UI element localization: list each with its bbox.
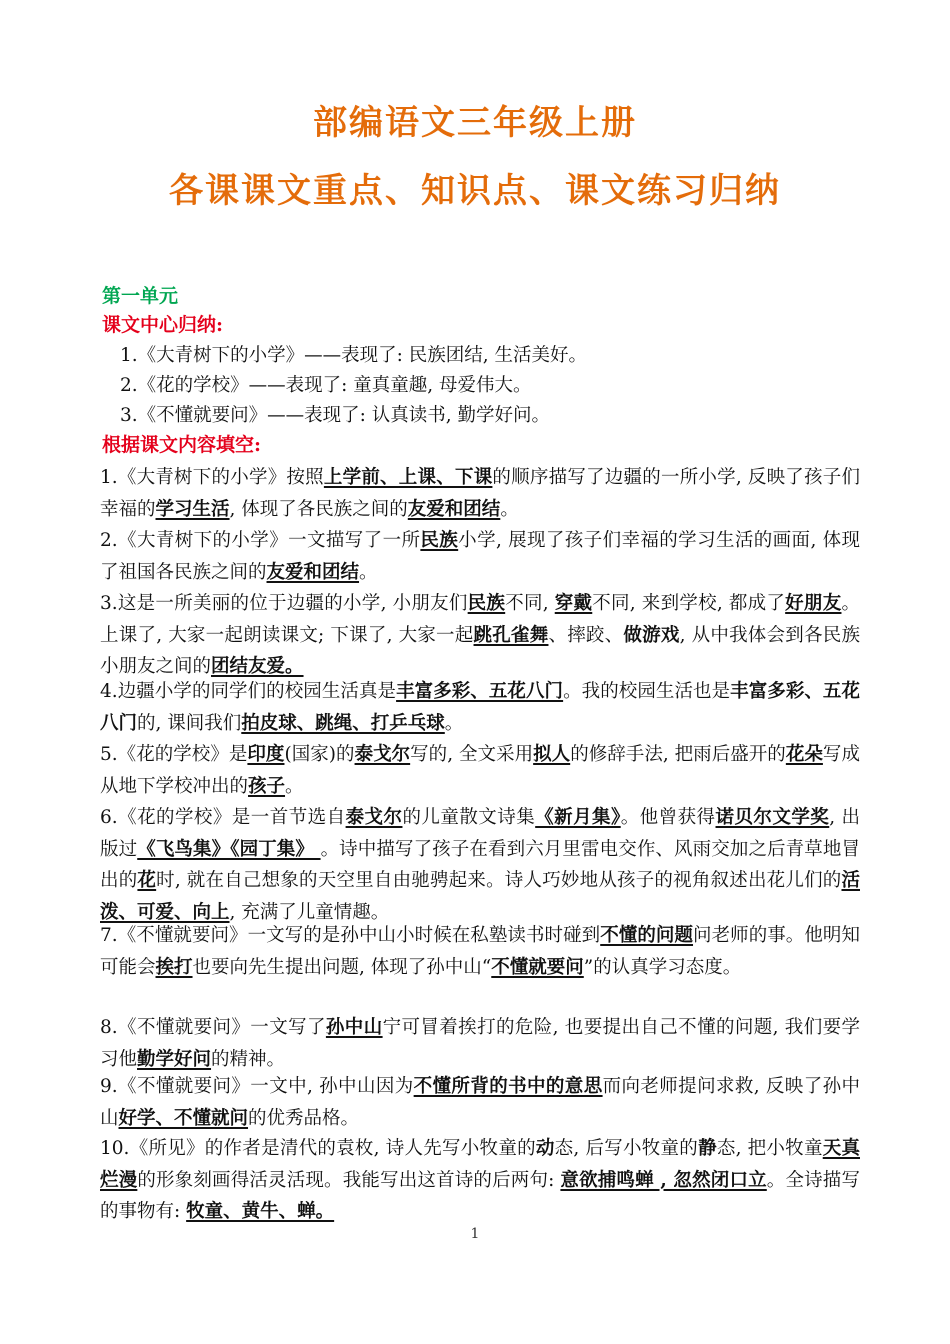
body-text: 。全诗描写的事物有:: [100, 1169, 860, 1222]
answer-text: 不懂的问题: [600, 925, 694, 946]
body-text: 态, 后写小牧童的: [554, 1138, 699, 1159]
body-text: 写成从地下学校冲出的: [100, 744, 860, 797]
fill-paragraph: [100, 462, 860, 525]
body-text: 的修辞手法, 把雨后盛开的: [570, 744, 786, 765]
body-text: 的优秀品格。: [248, 1107, 360, 1129]
fill-heading: 根据课文内容填空:: [102, 434, 262, 456]
answer-text: 穿戴: [554, 593, 593, 614]
answer-text: 跳孔雀舞: [473, 624, 549, 646]
fill-paragraph: [100, 920, 860, 983]
fill-paragraph: [100, 525, 860, 588]
body-text: 写的, 全文采用: [410, 744, 534, 765]
body-text: 2.《大青树下的小学》一文描写了一所: [100, 530, 421, 551]
body-text: 不同,: [505, 593, 555, 614]
answer-text: 诺贝尔文学奖: [715, 807, 830, 828]
body-text: 。他曾获得: [620, 807, 716, 828]
body-text: 态, 把小牧童: [716, 1138, 823, 1159]
answer-text: 上学前、上课、下课: [323, 467, 493, 488]
answer-text: 牧童、黄牛、蝉。: [186, 1201, 335, 1222]
body-text: 。上课了, 大家一起朗读课文; 下课了, 大家一起: [100, 593, 860, 646]
body-text: ”的认真学习态度。: [583, 956, 742, 978]
bold-text: 丰富多彩、五花八门: [100, 681, 860, 734]
answer-text: 学习生活: [155, 498, 230, 520]
center-item: 1.《大青树下的小学》——表现了: 民族团结, 生活美好。: [120, 345, 588, 366]
answer-text: 好学、不懂就问: [118, 1107, 249, 1129]
body-text: 而向老师提问求救, 反映了孙中山: [100, 1076, 860, 1129]
answer-text: 好朋友: [785, 593, 842, 614]
body-text: 不同, 来到学校, 都成了: [592, 593, 786, 614]
body-text: , 充满了儿童情趣。: [229, 901, 390, 923]
answer-text: 拟人: [533, 744, 571, 765]
body-text: 问老师的事。他明知可能会: [100, 925, 860, 978]
body-text: , 出版过: [100, 807, 860, 860]
answer-text: 不懂所背的书中的意思: [413, 1076, 603, 1097]
answer-text: 勤学好问: [137, 1048, 212, 1070]
body-text: 。: [444, 712, 464, 734]
answer-text: 印度: [247, 744, 285, 765]
body-text: 、摔跤、: [548, 624, 624, 646]
fill-paragraph: [100, 802, 860, 928]
answer-text: 《新月集》: [535, 807, 621, 828]
doc-subtitle: 各课课文重点、知识点、课文练习归纳: [169, 171, 781, 211]
body-text: (国家)的: [284, 744, 355, 765]
bold-text: 动: [535, 1138, 555, 1159]
body-text: , 从中我体会到各民族小朋友之间的: [100, 624, 860, 677]
body-text: 6.《花的学校》是一首节选自: [100, 807, 346, 828]
answer-text: 友爱和团结: [266, 561, 360, 583]
body-text: 。我的校园生活也是: [563, 681, 731, 702]
unit-heading: 第一单元: [102, 285, 179, 307]
body-text: 时, 就在自己想象的天空里自由驰骋起来。诗人巧妙地从孩子的视角叙述出花儿们的: [156, 870, 842, 891]
body-text: 宁可冒着挨打的危险, 也要提出自己不懂的问题, 我们要学习他: [100, 1017, 860, 1070]
body-text: 。: [359, 561, 378, 583]
answer-text: 天真烂漫: [100, 1138, 860, 1191]
body-text: 。诗中描写了孩子在看到六月里雷电交作、风雨交加之后青草地冒出的: [100, 838, 860, 891]
body-text: 的儿童散文诗集: [402, 807, 536, 828]
body-text: 的顺序描写了边疆的一所小学, 反映了孩子们幸福的: [100, 467, 860, 520]
body-text: 小学, 展现了孩子们幸福的学习生活的画面, 体现了祖国各民族之间的: [100, 530, 860, 583]
answer-text: 《飞鸟集》《园丁集》: [137, 838, 321, 860]
body-text: 。: [285, 775, 304, 797]
center-heading: 课文中心归纳:: [102, 314, 224, 336]
answer-text: 不懂就要问: [491, 956, 584, 978]
answer-text: 友爱和团结: [407, 498, 501, 520]
body-text: 3.这是一所美丽的位于边疆的小学, 小朋友们: [100, 593, 468, 614]
answer-text: 活泼、可爱、向上: [100, 870, 860, 923]
answer-text: 泰戈尔: [345, 807, 403, 828]
body-text: 1.《大青树下的小学》按照: [100, 467, 324, 488]
answer-text: 泰戈尔: [354, 744, 411, 765]
answer-text: 意欲捕鸣蝉 , 忽然闭口立: [560, 1169, 767, 1191]
body-text: 10.《所见》的作者是清代的袁枚, 诗人先写小牧童的: [100, 1138, 536, 1159]
answer-text: 丰富多彩、五花八门: [396, 681, 564, 702]
answer-text: 花: [137, 870, 157, 891]
body-text: , 体现了各民族之间的: [229, 498, 408, 520]
page-number: 1: [470, 1226, 480, 1242]
answer-text: 孙中山: [325, 1017, 383, 1038]
center-item: 3.《不懂就要问》——表现了: 认真读书, 勤学好问。: [120, 405, 551, 426]
body-text: 。: [500, 498, 519, 520]
answer-text: 拍皮球、跳绳、打乒乓球: [241, 712, 445, 734]
body-text: 的, 课间我们: [137, 712, 242, 734]
fill-paragraph: [100, 1133, 860, 1228]
answer-text: 民族: [420, 530, 459, 551]
body-text: 9.《不懂就要问》一文中, 孙中山因为: [100, 1076, 414, 1097]
center-item: 2.《花的学校》——表现了: 童真童趣, 母爱伟大。: [120, 375, 532, 396]
bold-text: 静: [698, 1138, 717, 1159]
answer-text: 挨打: [155, 956, 193, 978]
answer-text: 民族: [467, 593, 506, 614]
fill-paragraph: [100, 1012, 860, 1075]
body-text: 的精神。: [211, 1048, 286, 1070]
fill-paragraph: [100, 1071, 860, 1134]
fill-paragraph: [100, 588, 860, 683]
body-text: 7.《不懂就要问》一文写的是孙中山小时候在私塾读书时碰到: [100, 925, 601, 946]
body-text: 也要向先生提出问题, 体现了孙中山“: [192, 956, 492, 978]
body-text: 4.边疆小学的同学们的校园生活真是: [100, 681, 397, 702]
body-text: 5.《花的学校》是: [100, 744, 248, 765]
fill-paragraph: [100, 739, 860, 802]
answer-text: 花朵: [785, 744, 823, 765]
answer-text: 孩子: [248, 775, 286, 797]
body-text: 的形象刻画得活灵活现。我能写出这首诗的后两句:: [137, 1169, 561, 1191]
bold-text: 做游戏: [623, 624, 680, 646]
answer-text: 团结友爱。: [211, 656, 304, 677]
body-text: 8.《不懂就要问》一文写了: [100, 1017, 326, 1038]
fill-paragraph: [100, 676, 860, 739]
doc-title: 部编语文三年级上册: [313, 103, 637, 143]
